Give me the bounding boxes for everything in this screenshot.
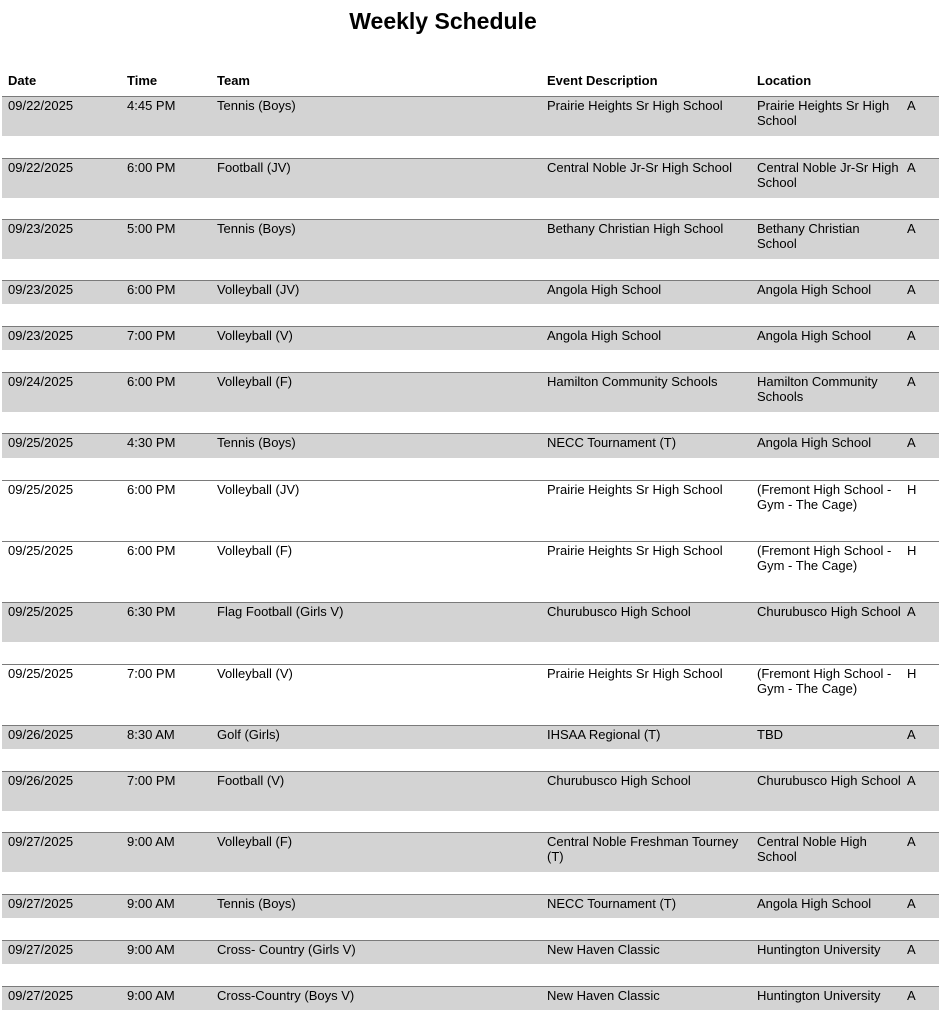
row-date: 09/25/2025	[8, 604, 74, 619]
row-time: 4:45 PM	[127, 98, 176, 113]
row-location: Central Noble Jr-Sr High School	[757, 160, 899, 190]
row-date: 09/25/2025	[8, 482, 74, 497]
row-date: 09/23/2025	[8, 282, 74, 297]
row-location: Churubusco High School	[757, 604, 901, 619]
row-location: Angola High School	[757, 328, 872, 343]
row-time: 6:30 PM	[127, 604, 176, 619]
row-time: 6:00 PM	[127, 543, 176, 558]
row-location: Central Noble High School	[757, 834, 867, 864]
row-home-away: A	[907, 98, 916, 113]
row-date: 09/25/2025	[8, 435, 74, 450]
table-row	[2, 602, 939, 665]
row-date: 09/23/2025	[8, 328, 74, 343]
row-home-away: A	[907, 727, 916, 742]
row-time: 8:30 AM	[127, 727, 175, 742]
row-event-description: Prairie Heights Sr High School	[547, 666, 723, 681]
row-date: 09/24/2025	[8, 374, 74, 389]
row-home-away: A	[907, 988, 916, 1003]
row-location: Prairie Heights Sr High School	[757, 98, 890, 128]
row-location: Huntington University	[757, 942, 881, 957]
row-location: TBD	[757, 727, 783, 742]
table-row	[2, 219, 939, 281]
row-home-away: A	[907, 834, 916, 849]
row-location: Bethany Christian School	[757, 221, 860, 251]
row-date: 09/23/2025	[8, 221, 74, 236]
table-row	[2, 326, 939, 373]
row-date: 09/22/2025	[8, 160, 74, 175]
row-event-description: IHSAA Regional (T)	[547, 727, 661, 742]
row-time: 9:00 AM	[127, 942, 175, 957]
row-time: 9:00 AM	[127, 988, 175, 1003]
row-team: Tennis (Boys)	[217, 896, 296, 911]
row-home-away: A	[907, 773, 916, 788]
row-date: 09/26/2025	[8, 773, 74, 788]
row-date: 09/27/2025	[8, 988, 74, 1003]
row-team: Tennis (Boys)	[217, 221, 296, 236]
header-date: Date	[8, 73, 37, 88]
row-event-description: New Haven Classic	[547, 942, 660, 957]
row-team: Volleyball (JV)	[217, 482, 300, 497]
row-time: 7:00 PM	[127, 666, 176, 681]
row-team: Volleyball (JV)	[217, 282, 300, 297]
row-date: 09/22/2025	[8, 98, 74, 113]
row-date: 09/27/2025	[8, 834, 74, 849]
row-team: Cross- Country (Girls V)	[217, 942, 356, 957]
row-team: Flag Football (Girls V)	[217, 604, 344, 619]
row-home-away: A	[907, 328, 916, 343]
row-home-away: H	[907, 543, 917, 558]
row-date: 09/25/2025	[8, 666, 74, 681]
row-date: 09/27/2025	[8, 942, 74, 957]
row-home-away: H	[907, 482, 917, 497]
header-time: Time	[127, 73, 158, 88]
row-time: 6:00 PM	[127, 482, 176, 497]
row-event-description: Angola High School	[547, 328, 662, 343]
table-row	[2, 725, 939, 772]
row-team: Volleyball (F)	[217, 834, 293, 849]
row-event-description: Angola High School	[547, 282, 662, 297]
row-date: 09/27/2025	[8, 896, 74, 911]
table-row	[2, 940, 939, 987]
header-location: Location	[757, 73, 812, 88]
row-event-description: NECC Tournament (T)	[547, 896, 677, 911]
row-location: (Fremont High School - Gym - The Cage)	[757, 666, 892, 696]
row-team: Tennis (Boys)	[217, 435, 296, 450]
row-location: (Fremont High School - Gym - The Cage)	[757, 543, 892, 573]
row-event-description: Bethany Christian High School	[547, 221, 724, 236]
row-home-away: A	[907, 221, 916, 236]
row-event-description: Central Noble Freshman Tourney (T)	[547, 834, 739, 864]
row-team: Volleyball (V)	[217, 328, 293, 343]
row-event-description: Churubusco High School	[547, 773, 691, 788]
row-home-away: A	[907, 435, 916, 450]
row-team: Golf (Girls)	[217, 727, 280, 742]
row-home-away: A	[907, 942, 916, 957]
row-event-description: Prairie Heights Sr High School	[547, 482, 723, 497]
row-time: 9:00 AM	[127, 896, 175, 911]
row-team: Football (JV)	[217, 160, 291, 175]
row-event-description: Hamilton Community Schools	[547, 374, 718, 389]
table-row	[2, 480, 939, 542]
row-time: 9:00 AM	[127, 834, 175, 849]
table-row	[2, 280, 939, 327]
table-header	[0, 73, 939, 91]
row-event-description: New Haven Classic	[547, 988, 660, 1003]
row-team: Cross-Country (Boys V)	[217, 988, 355, 1003]
row-time: 5:00 PM	[127, 221, 176, 236]
table-row	[2, 372, 939, 434]
header-team: Team	[217, 73, 250, 88]
row-event-description: Prairie Heights Sr High School	[547, 98, 723, 113]
row-time: 4:30 PM	[127, 435, 176, 450]
row-date: 09/25/2025	[8, 543, 74, 558]
row-location: Hamilton Community Schools	[757, 374, 878, 404]
row-location: (Fremont High School - Gym - The Cage)	[757, 482, 892, 512]
row-team: Volleyball (F)	[217, 374, 293, 389]
row-time: 7:00 PM	[127, 328, 176, 343]
row-home-away: A	[907, 896, 916, 911]
page-title: Weekly Schedule	[349, 8, 537, 34]
table-row	[2, 894, 939, 941]
row-team: Tennis (Boys)	[217, 98, 296, 113]
row-date: 09/26/2025	[8, 727, 74, 742]
row-event-description: Churubusco High School	[547, 604, 691, 619]
header-event-description: Event Description	[547, 73, 658, 88]
row-team: Football (V)	[217, 773, 285, 788]
row-location: Angola High School	[757, 896, 872, 911]
row-time: 6:00 PM	[127, 282, 176, 297]
row-event-description: NECC Tournament (T)	[547, 435, 677, 450]
table-row	[2, 541, 939, 603]
row-location: Angola High School	[757, 282, 872, 297]
row-time: 7:00 PM	[127, 773, 176, 788]
table-row	[2, 96, 939, 159]
row-event-description: Central Noble Jr-Sr High School	[547, 160, 732, 175]
row-location: Angola High School	[757, 435, 872, 450]
table-row	[2, 664, 939, 726]
row-home-away: H	[907, 666, 917, 681]
row-home-away: A	[907, 604, 916, 619]
table-row	[2, 832, 939, 895]
row-location: Huntington University	[757, 988, 881, 1003]
row-home-away: A	[907, 374, 916, 389]
table-row	[2, 771, 939, 833]
row-team: Volleyball (V)	[217, 666, 293, 681]
row-team: Volleyball (F)	[217, 543, 293, 558]
table-row	[2, 986, 939, 1025]
row-location: Churubusco High School	[757, 773, 901, 788]
row-home-away: A	[907, 160, 916, 175]
row-time: 6:00 PM	[127, 374, 176, 389]
row-home-away: A	[907, 282, 916, 297]
row-event-description: Prairie Heights Sr High School	[547, 543, 723, 558]
table-row	[2, 433, 939, 481]
row-time: 6:00 PM	[127, 160, 176, 175]
table-row	[2, 158, 939, 220]
